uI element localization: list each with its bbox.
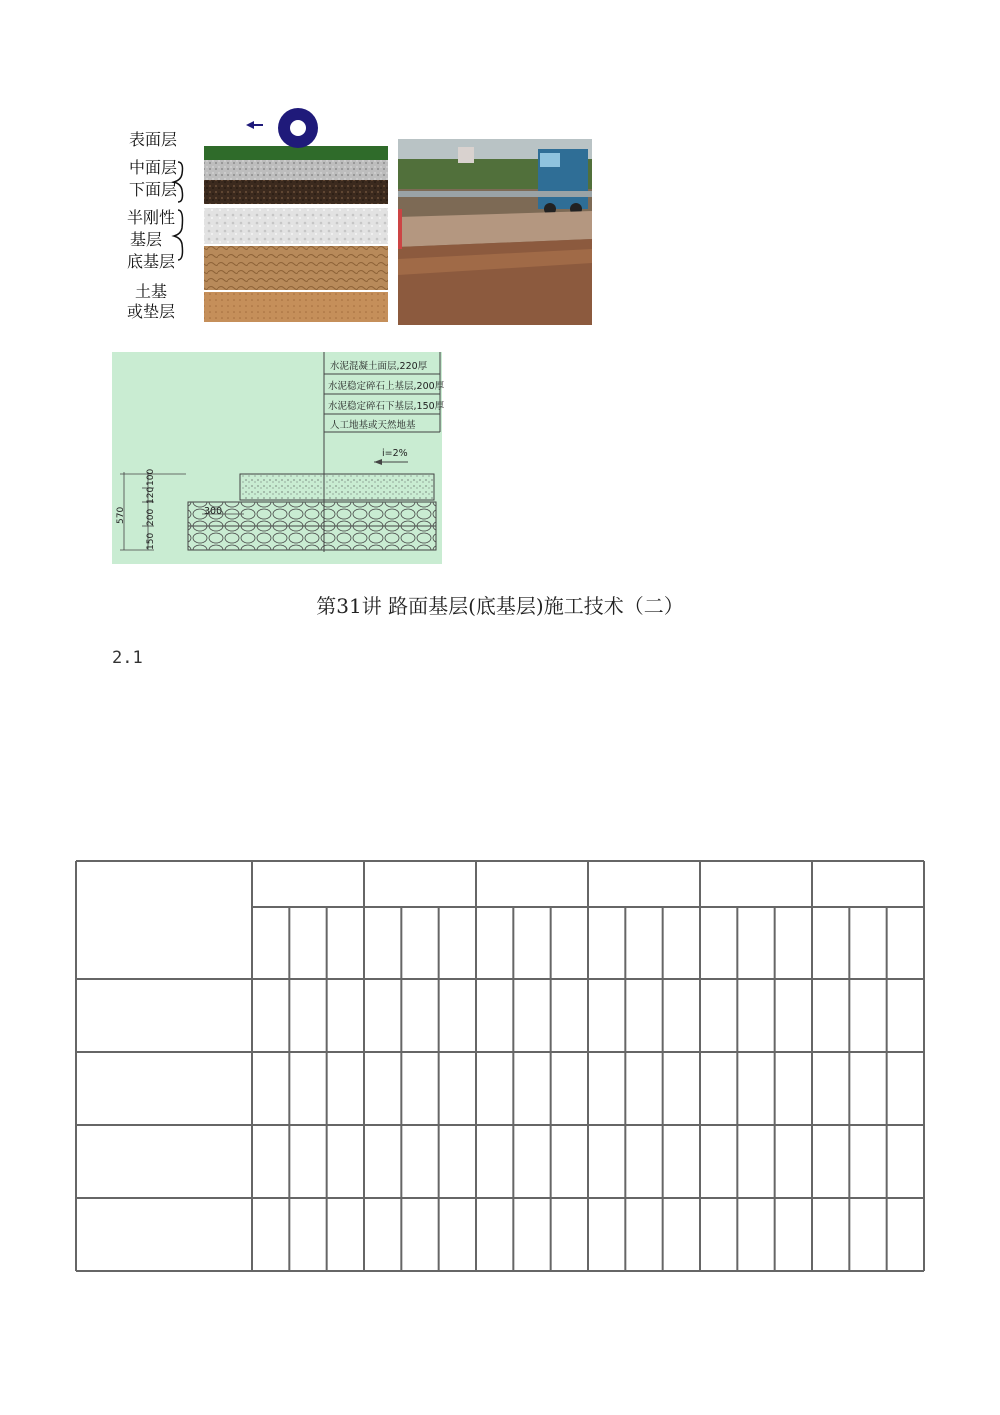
label-semi-rigid: 半刚性 <box>126 208 175 227</box>
empty-grid-table <box>75 860 925 1272</box>
site-photo-drawing <box>398 139 592 325</box>
dim-300: 300 <box>204 506 223 517</box>
label-middle: 中面层 <box>128 158 177 177</box>
dim-150: 150 <box>146 532 156 550</box>
label-surface: 表面层 <box>128 130 177 149</box>
dim-100: 100 <box>146 468 156 486</box>
callout-upper-base: 水泥稳定碎石上基层,200厚 <box>328 381 445 392</box>
pavement-layers-figure <box>118 100 393 328</box>
dim-120: 120 <box>146 486 156 504</box>
label-cushion: 或垫层 <box>126 302 175 321</box>
callout-foundation: 人工地基或天然地基 <box>330 420 416 431</box>
pavement-section-drawing <box>112 352 445 564</box>
label-lower: 下面层 <box>128 180 177 199</box>
grid-lines <box>75 860 925 1272</box>
dim-200: 200 <box>146 508 156 526</box>
callout-surface: 水泥混凝土面层,220厚 <box>330 361 428 372</box>
label-subgrade: 土基 <box>134 282 167 301</box>
lecture-title: 第31讲 路面基层(底基层)施工技术（二） <box>316 594 684 618</box>
label-base: 基层 <box>129 230 162 249</box>
label-subbase: 底基层 <box>126 252 175 271</box>
callout-lower-base: 水泥稳定碎石下基层,150厚 <box>328 401 445 412</box>
section-number: 2.1 <box>112 648 143 668</box>
slope-label: i=2% <box>382 448 408 459</box>
construction-site-photo <box>398 139 592 325</box>
dim-570: 570 <box>116 506 126 524</box>
